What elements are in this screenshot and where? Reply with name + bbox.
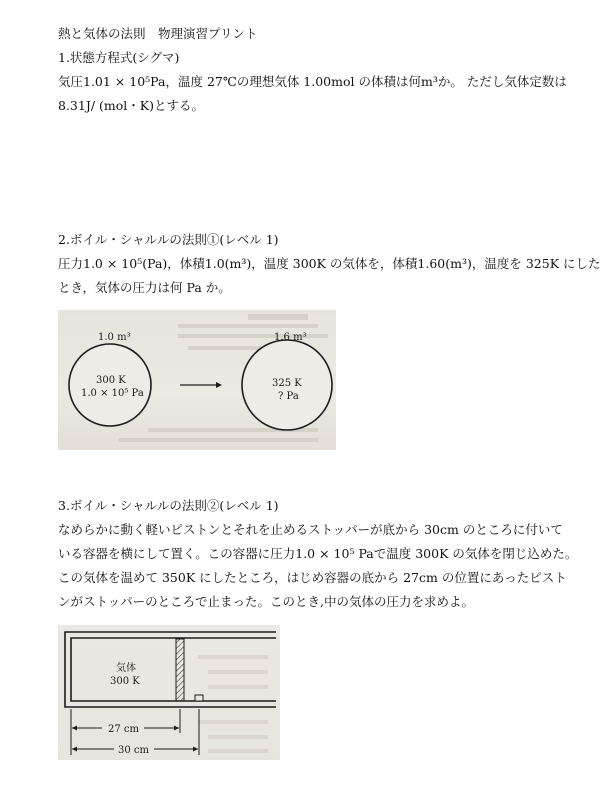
- question-3-text-line-4: ンがストッパーのところで止まった。このとき,中の気体の圧力を求めよ。: [58, 594, 474, 609]
- final-volume-label: 1.6 m³: [274, 332, 307, 343]
- question-2-heading: 2.ボイル・シャルルの法則①(レベル 1): [58, 232, 279, 247]
- question-2-figure: [58, 310, 336, 450]
- initial-temperature-label: 300 K: [96, 375, 126, 386]
- question-2-text-line-2: とき，気体の圧力は何 Pa か。: [58, 280, 231, 295]
- question-1-heading: 1.状態方程式(シグマ): [58, 50, 180, 65]
- dimension-27cm: [72, 724, 179, 735]
- page-title: 熱と気体の法則 物理演習プリント: [58, 26, 258, 41]
- gas-temperature-label: 300 K: [110, 676, 140, 687]
- final-temperature-label: 325 K: [272, 378, 302, 389]
- question-3-figure: [58, 625, 280, 760]
- final-pressure-label: ? Pa: [278, 391, 299, 402]
- piston: [176, 639, 184, 701]
- container-wall: [65, 632, 276, 707]
- question-3-text-line-2: いる容器を横にして置く。この容器に圧力1.0 × 10⁵ Paで温度 300K の気体を閉じ込めた。: [58, 546, 578, 561]
- gas-label: 気体: [116, 663, 136, 674]
- question-3-text-line-1: なめらかに動く軽いピストンとそれを止めるストッパーが底から 30cm のところに付いて: [58, 522, 563, 537]
- question-3-text-line-3: この気体を温めて 350K にしたところ，はじめ容器の底から 27cm の位置にあったピスト: [58, 570, 567, 585]
- dimension-30cm: [72, 745, 198, 756]
- question-1-text-line-2: 8.31J/ (mol・K)とする。: [58, 98, 204, 113]
- dimension-30cm-label: 30 cm: [118, 745, 149, 756]
- stopper: [195, 695, 203, 701]
- initial-volume-label: 1.0 m³: [98, 332, 131, 343]
- question-2-text-line-1: 圧力1.0 × 10⁵(Pa)，体積1.0(m³)，温度 300K の気体を，体積1.60(m³)，温度を 325K にした: [58, 256, 601, 271]
- dimension-27cm-label: 27 cm: [108, 724, 139, 735]
- initial-pressure-label: 1.0 × 10⁵ Pa: [81, 388, 144, 399]
- question-3-heading: 3.ボイル・シャルルの法則②(レベル 1): [58, 498, 279, 513]
- question-1-text-line-1: 気圧1.01 × 10⁵Pa，温度 27℃の理想気体 1.00mol の体積は何m³か。 ただし気体定数は: [58, 74, 567, 89]
- arrow-right-icon: [180, 382, 222, 388]
